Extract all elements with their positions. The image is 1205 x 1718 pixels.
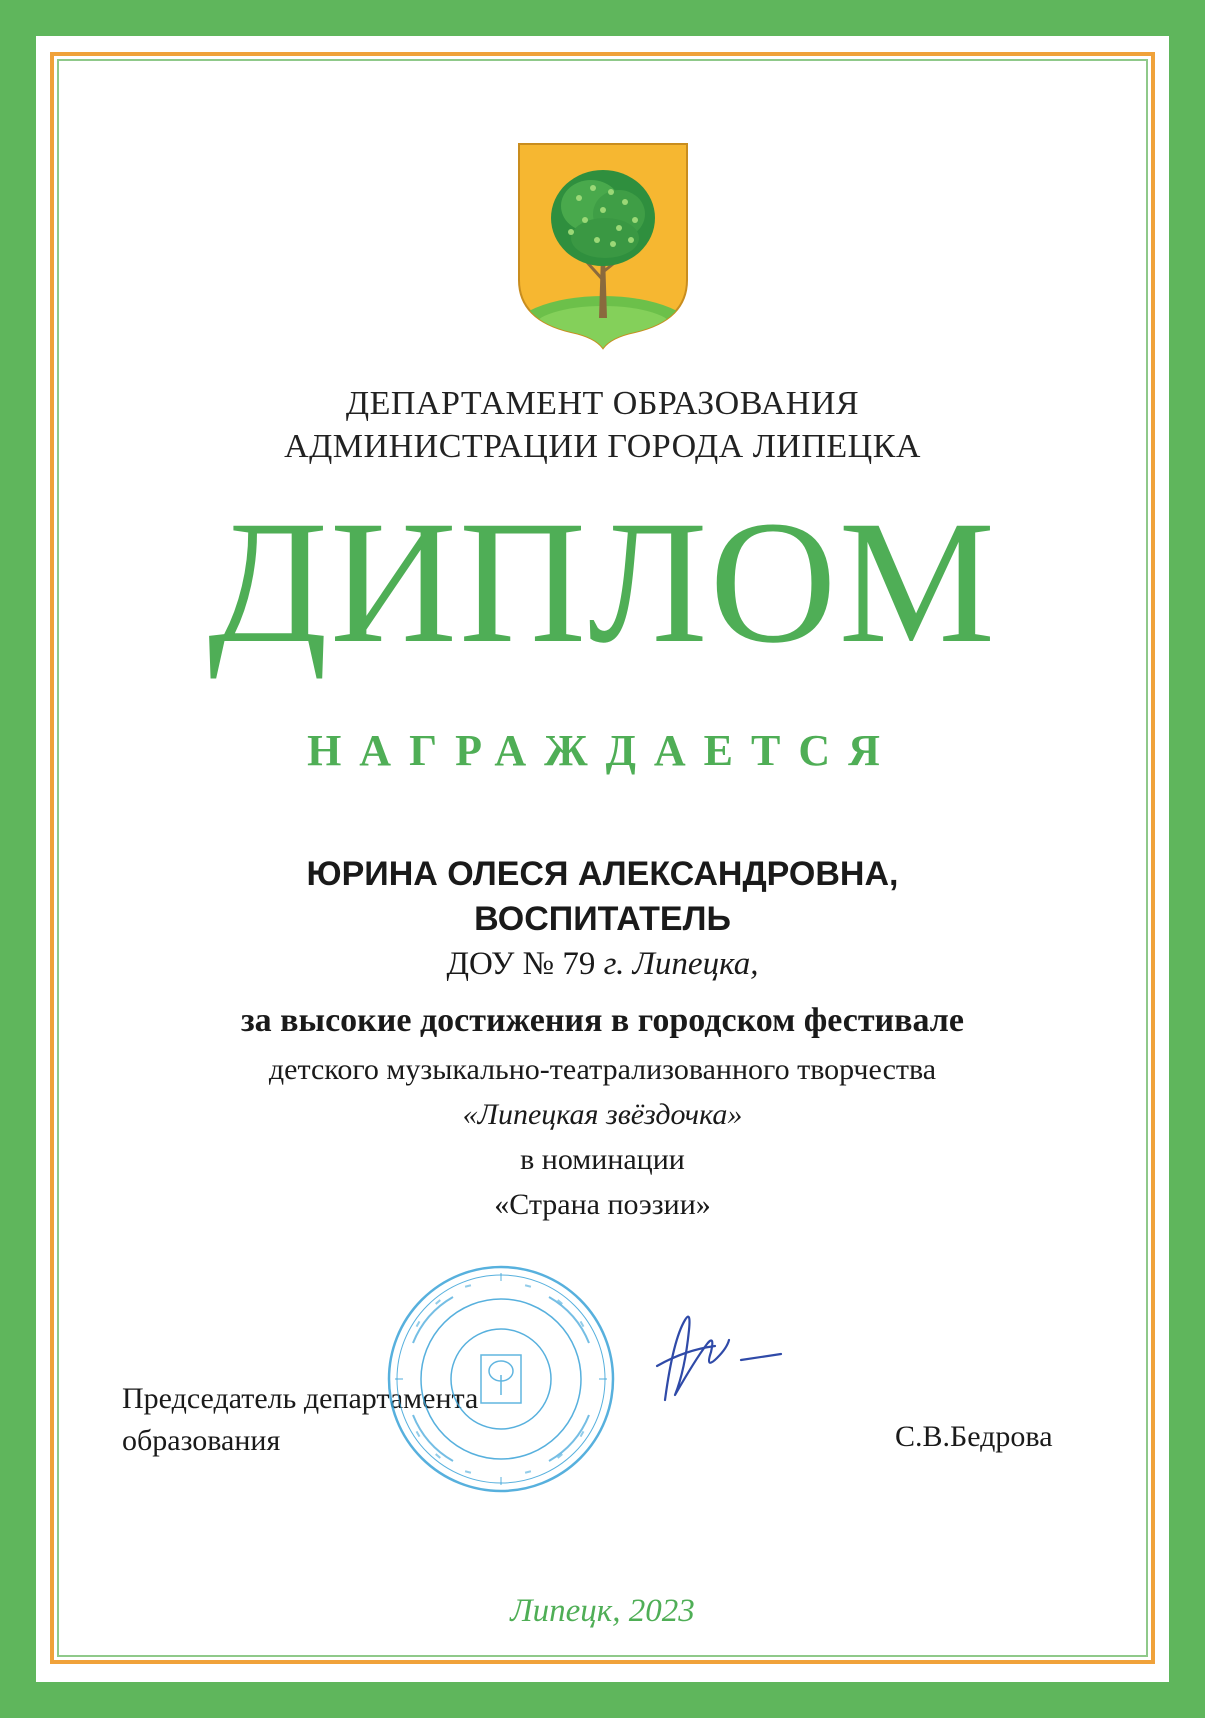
- official-seal-icon: [385, 1263, 617, 1495]
- coat-of-arms-icon: [515, 140, 691, 350]
- department-line-2: АДМИНИСТРАЦИИ ГОРОДА ЛИПЕЦКА: [284, 428, 921, 465]
- signatory-position-line-2: образования: [122, 1424, 281, 1457]
- nomination-intro: в номинации: [520, 1143, 685, 1176]
- recipient-organization: [60, 946, 1145, 983]
- handwritten-signature-icon: [645, 1300, 795, 1420]
- festival-name: «Липецкая звёздочка»: [462, 1098, 743, 1131]
- signatory-name: С.В.Бедрова: [895, 1420, 1053, 1453]
- org-city: г. Липецка,: [595, 946, 759, 982]
- department-line-1: ДЕПАРТАМЕНТ ОБРАЗОВАНИЯ: [345, 385, 860, 422]
- org-number: ДОУ № 79: [446, 946, 596, 982]
- festival-description: детского музыкально-театрализованного творчества: [268, 1053, 937, 1086]
- awarded-heading: НАГРАЖДАЕТСЯ: [307, 726, 898, 775]
- diploma-title: ДИПЛОМ: [207, 485, 998, 680]
- footer-place-year: Липецк, 2023: [510, 1593, 695, 1629]
- recipient-role: ВОСПИТАТЕЛЬ: [474, 900, 731, 938]
- nomination-name: «Страна поэзии»: [494, 1188, 711, 1221]
- recipient-name: ЮРИНА ОЛЕСЯ АЛЕКСАНДРОВНА,: [306, 855, 899, 893]
- award-reason: за высокие достижения в городском фестивале: [241, 1002, 964, 1039]
- signatory-position-line-1: Председатель департамента: [122, 1382, 479, 1415]
